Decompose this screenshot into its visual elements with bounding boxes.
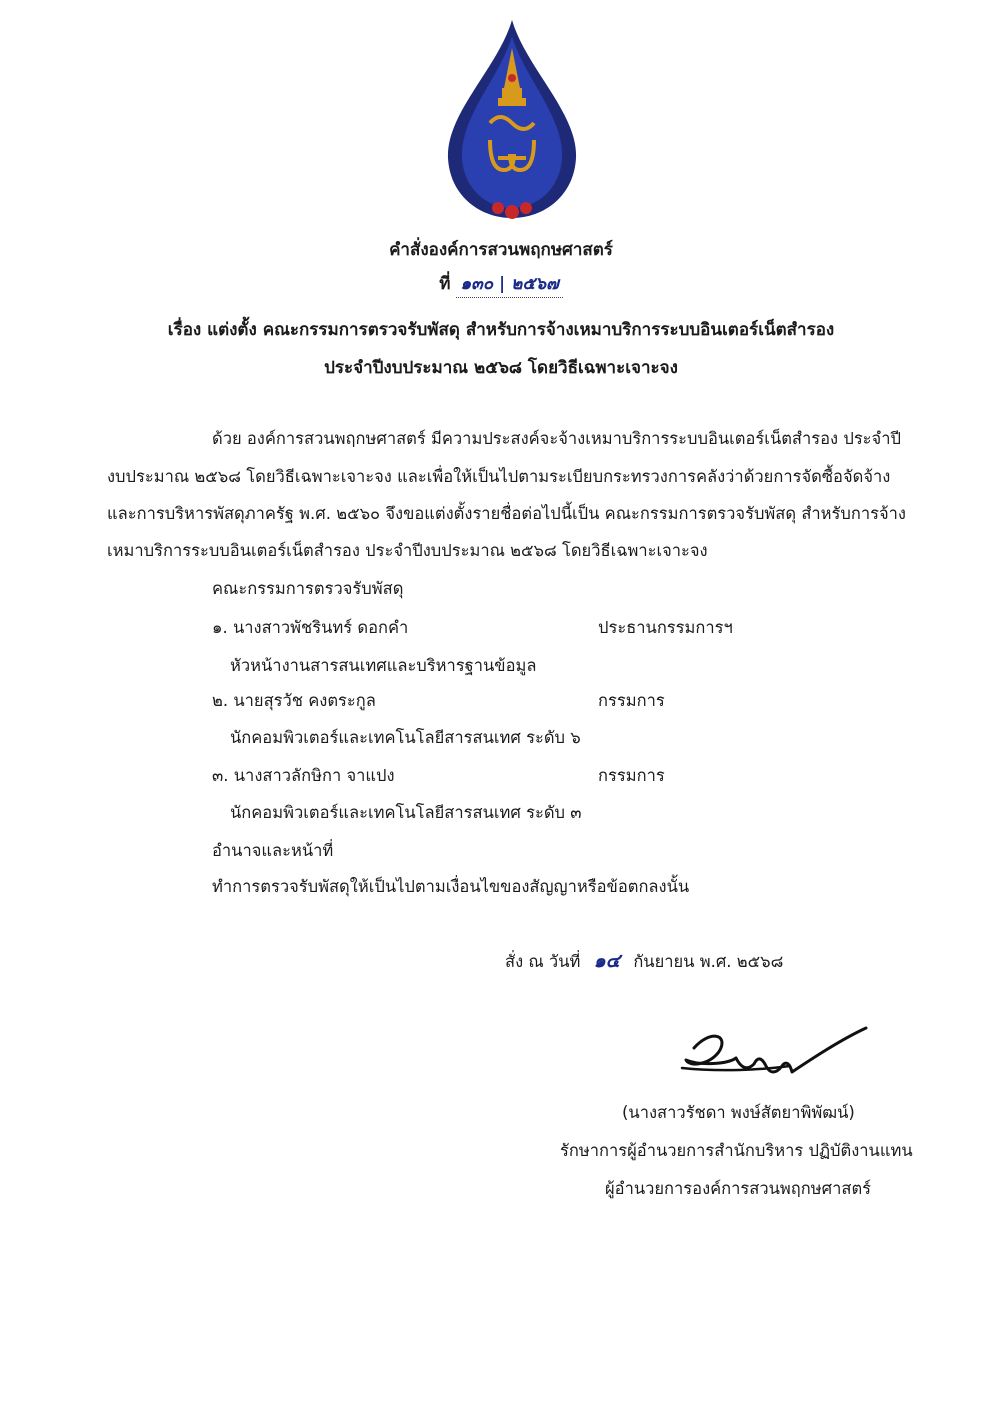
subject-line-2: ประจำปีงบประมาณ ๒๕๖๘ โดยวิธีเฉพาะเจาะจง bbox=[324, 358, 678, 378]
duty-text: ทำการตรวจรับพัสดุให้เป็นไปตามเงื่อนไขของสัญญาหรือข้อตกลงนั้น bbox=[212, 877, 690, 896]
order-date-day: ๑๔ bbox=[593, 950, 621, 972]
member-2-role: กรรมการ bbox=[598, 691, 665, 710]
member-2-position: นักคอมพิวเตอร์และเทคโนโลยีสารสนเทศ ระดับ ๖ bbox=[230, 728, 581, 747]
body-paragraph-line-1: ด้วย องค์การสวนพฤกษศาสตร์ มีความประสงค์จะจ้างเหมาบริการระบบอินเตอร์เน็ตสำรอง ประจำปี bbox=[212, 429, 901, 448]
member-3-role: กรรมการ bbox=[598, 766, 665, 785]
order-number-prefix: ที่ bbox=[439, 274, 451, 294]
body-paragraph-line-4: เหมาบริการระบบอินเตอร์เน็ตสำรอง ประจำปีงบประมาณ ๒๕๖๘ โดยวิธีเฉพาะเจาะจง bbox=[107, 541, 708, 560]
committee-heading: คณะกรรมการตรวจรับพัสดุ bbox=[212, 579, 404, 598]
duty-heading: อำนาจและหน้าที่ bbox=[212, 841, 334, 860]
order-date-prefix: สั่ง ณ วันที่ bbox=[505, 952, 581, 971]
order-date-suffix: กันยายน พ.ศ. ๒๕๖๘ bbox=[633, 952, 784, 971]
member-1-name: ๑. นางสาวพัชรินทร์ ดอกคำ bbox=[212, 618, 409, 637]
body-paragraph-line-3: และการบริหารพัสดุภาครัฐ พ.ศ. ๒๕๖๐ จึงขอแต่งตั้งรายชื่อต่อไปนี้เป็น คณะกรรมการตรวจรับพัสดุ สำหรับการจ้าง bbox=[107, 504, 906, 523]
subject-line-1: เรื่อง แต่งตั้ง คณะกรรมการตรวจรับพัสดุ สำหรับการจ้างเหมาบริการระบบอินเตอร์เน็ตสำรอง bbox=[167, 320, 835, 340]
order-date-line bbox=[505, 950, 783, 973]
order-number-line bbox=[0, 270, 1002, 298]
member-2-name: ๒. นายสุรวัช คงตระกูล bbox=[212, 691, 376, 710]
member-1-position: หัวหน้างานสารสนเทศและบริหารฐานข้อมูล bbox=[230, 656, 537, 675]
order-number-value: ๑๓๐ | ๒๕๖๗ bbox=[456, 270, 562, 298]
member-3-position: นักคอมพิวเตอร์และเทคโนโลยีสารสนเทศ ระดับ ๓ bbox=[230, 803, 582, 822]
order-title: คำสั่งองค์การสวนพฤกษศาสตร์ bbox=[389, 240, 613, 260]
handwritten-signature bbox=[680, 1020, 870, 1090]
signatory-name: (นางสาวรัชดา พงษ์สัตยาพิพัฒน์) bbox=[622, 1103, 855, 1122]
member-3-name: ๓. นางสาวลักษิกา จาแปง bbox=[212, 766, 395, 785]
member-1-role: ประธานกรรมการฯ bbox=[598, 618, 733, 637]
organization-emblem-logo bbox=[438, 18, 586, 226]
signatory-title-line-2: ผู้อำนวยการองค์การสวนพฤกษศาสตร์ bbox=[605, 1179, 872, 1198]
body-paragraph-line-2: งบประมาณ ๒๕๖๘ โดยวิธีเฉพาะเจาะจง และเพื่อให้เป็นไปตามระเบียบกระทรวงการคลังว่าด้วยการจัดซื้อจัดจ้าง bbox=[107, 467, 891, 486]
signatory-title-line-1: รักษาการผู้อำนวยการสำนักบริหาร ปฏิบัติงานแทน bbox=[560, 1141, 913, 1160]
